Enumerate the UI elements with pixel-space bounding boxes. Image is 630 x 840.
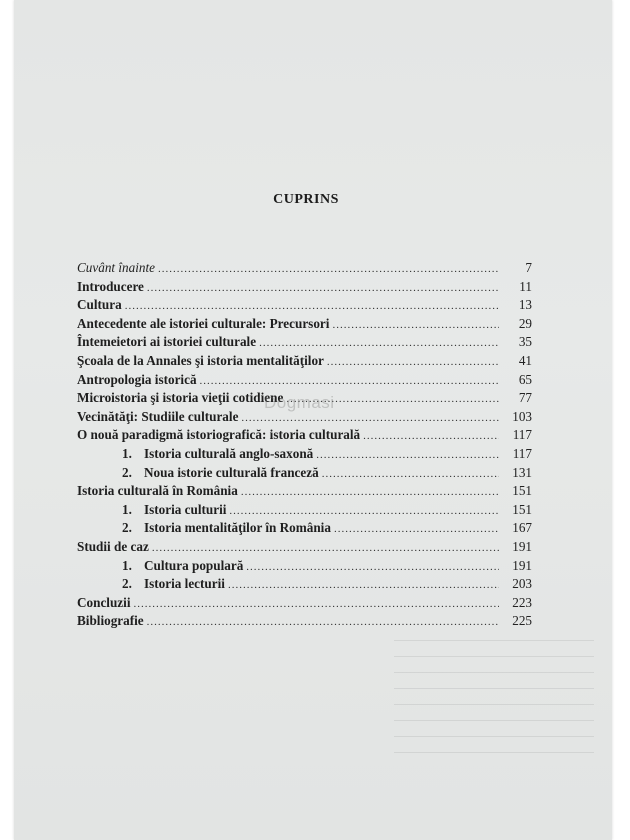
toc-entry-label: Istoria culturală anglo-saxonă [144,445,314,461]
toc-entry [77,465,532,484]
toc-entry-label: Cuvânt înainte [77,260,156,275]
toc-entry [77,595,532,614]
toc-entry-page: 7 [525,260,532,275]
toc-entry [77,279,532,298]
toc-entry-label: Noua istorie culturală franceză [144,464,319,480]
toc-entry-page: 203 [512,576,532,592]
toc-entry-page: 77 [518,390,532,406]
toc-entry [77,613,532,632]
toc-entry [77,427,532,446]
toc-entry-label: Bibliografie [77,613,144,629]
dot-leader [322,468,499,480]
toc-entry-label: Concluzii [77,594,131,610]
toc-entry [77,353,532,372]
toc-entry [77,520,532,539]
dot-leader [363,430,499,442]
toc-entry-label: Antropologia istorică [77,371,197,387]
toc-entry-page: 65 [518,371,532,387]
dot-leader [259,337,499,349]
toc-entry-label: Studii de caz [77,538,149,554]
toc-entry-label: Istoria mentalităţilor în România [144,520,331,536]
toc-entry-label: Introducere [77,278,144,294]
toc-entry [77,539,532,558]
toc-entry-page: 35 [518,334,532,350]
toc-entry-label: Istoria culturală în România [77,483,238,499]
bleed-through-text [394,640,594,780]
toc-entry-number: 2. [122,464,132,480]
toc-entry [77,502,532,521]
toc-entry-page: 103 [512,408,532,424]
table-of-contents [77,260,532,632]
toc-entry-label: Întemeietori ai istoriei culturale [77,334,257,350]
dot-leader [229,505,499,517]
dot-leader [332,319,499,331]
dot-leader [334,523,499,535]
toc-entry-label: Cultura populară [144,557,244,573]
dot-leader [158,263,499,275]
dot-leader [241,412,499,424]
toc-entry-page: 29 [518,315,532,331]
toc-entry [77,334,532,353]
toc-entry-page: 225 [512,613,532,629]
toc-entry-page: 11 [519,278,532,294]
dot-leader [133,598,499,610]
toc-entry-label: Cultura [77,297,122,313]
dot-leader [246,561,499,573]
toc-entry-page: 131 [512,464,532,480]
toc-entry [77,483,532,502]
dot-leader [228,579,499,591]
dot-leader [152,542,499,554]
toc-entry [77,558,532,577]
dot-leader [147,282,499,294]
toc-entry [77,372,532,391]
toc-entry [77,576,532,595]
toc-entry-page: 117 [512,445,532,461]
toc-entry-label: Şcoala de la Annales şi istoria mentalităţilor [77,352,324,368]
dot-leader [147,616,499,628]
toc-entry-page: 191 [512,538,532,554]
toc-entry-page: 223 [512,594,532,610]
toc-entry-number: 1. [122,445,132,461]
toc-entry-label: Vecinătăţi: Studiile culturale [77,408,239,424]
book-page [14,0,612,840]
toc-entry-page: 167 [512,520,532,536]
toc-entry [77,446,532,465]
toc-entry-number: 2. [122,576,132,592]
toc-entry-label: Microistoria şi istoria vieţii cotidiene [77,390,284,406]
watermark: Dogmasi [264,393,335,412]
toc-entry-number: 1. [122,501,132,517]
dot-leader [200,375,499,387]
toc-entry-label: O nouă paradigmă istoriografică: istoria culturală [77,427,361,443]
dot-leader [125,300,499,312]
toc-entry-label: Istoria lecturii [144,576,225,592]
toc-entry [77,316,532,335]
toc-entry-number: 2. [122,520,132,536]
toc-entry-page: 41 [518,352,532,368]
toc-entry-page: 191 [512,557,532,573]
toc-entry [77,297,532,316]
page-title: CUPRINS [273,192,339,207]
toc-entry-number: 1. [122,557,132,573]
dot-leader [316,449,499,461]
dot-leader [327,356,499,368]
toc-entry-label: Antecedente ale istoriei culturale: Precursori [77,315,330,331]
toc-entry-label: Istoria culturii [144,501,227,517]
toc-entry-page: 151 [512,483,532,499]
toc-entry-page: 117 [512,427,532,443]
toc-entry [77,260,532,279]
toc-entry-page: 151 [512,501,532,517]
dot-leader [241,486,499,498]
toc-entry-page: 13 [518,297,532,313]
